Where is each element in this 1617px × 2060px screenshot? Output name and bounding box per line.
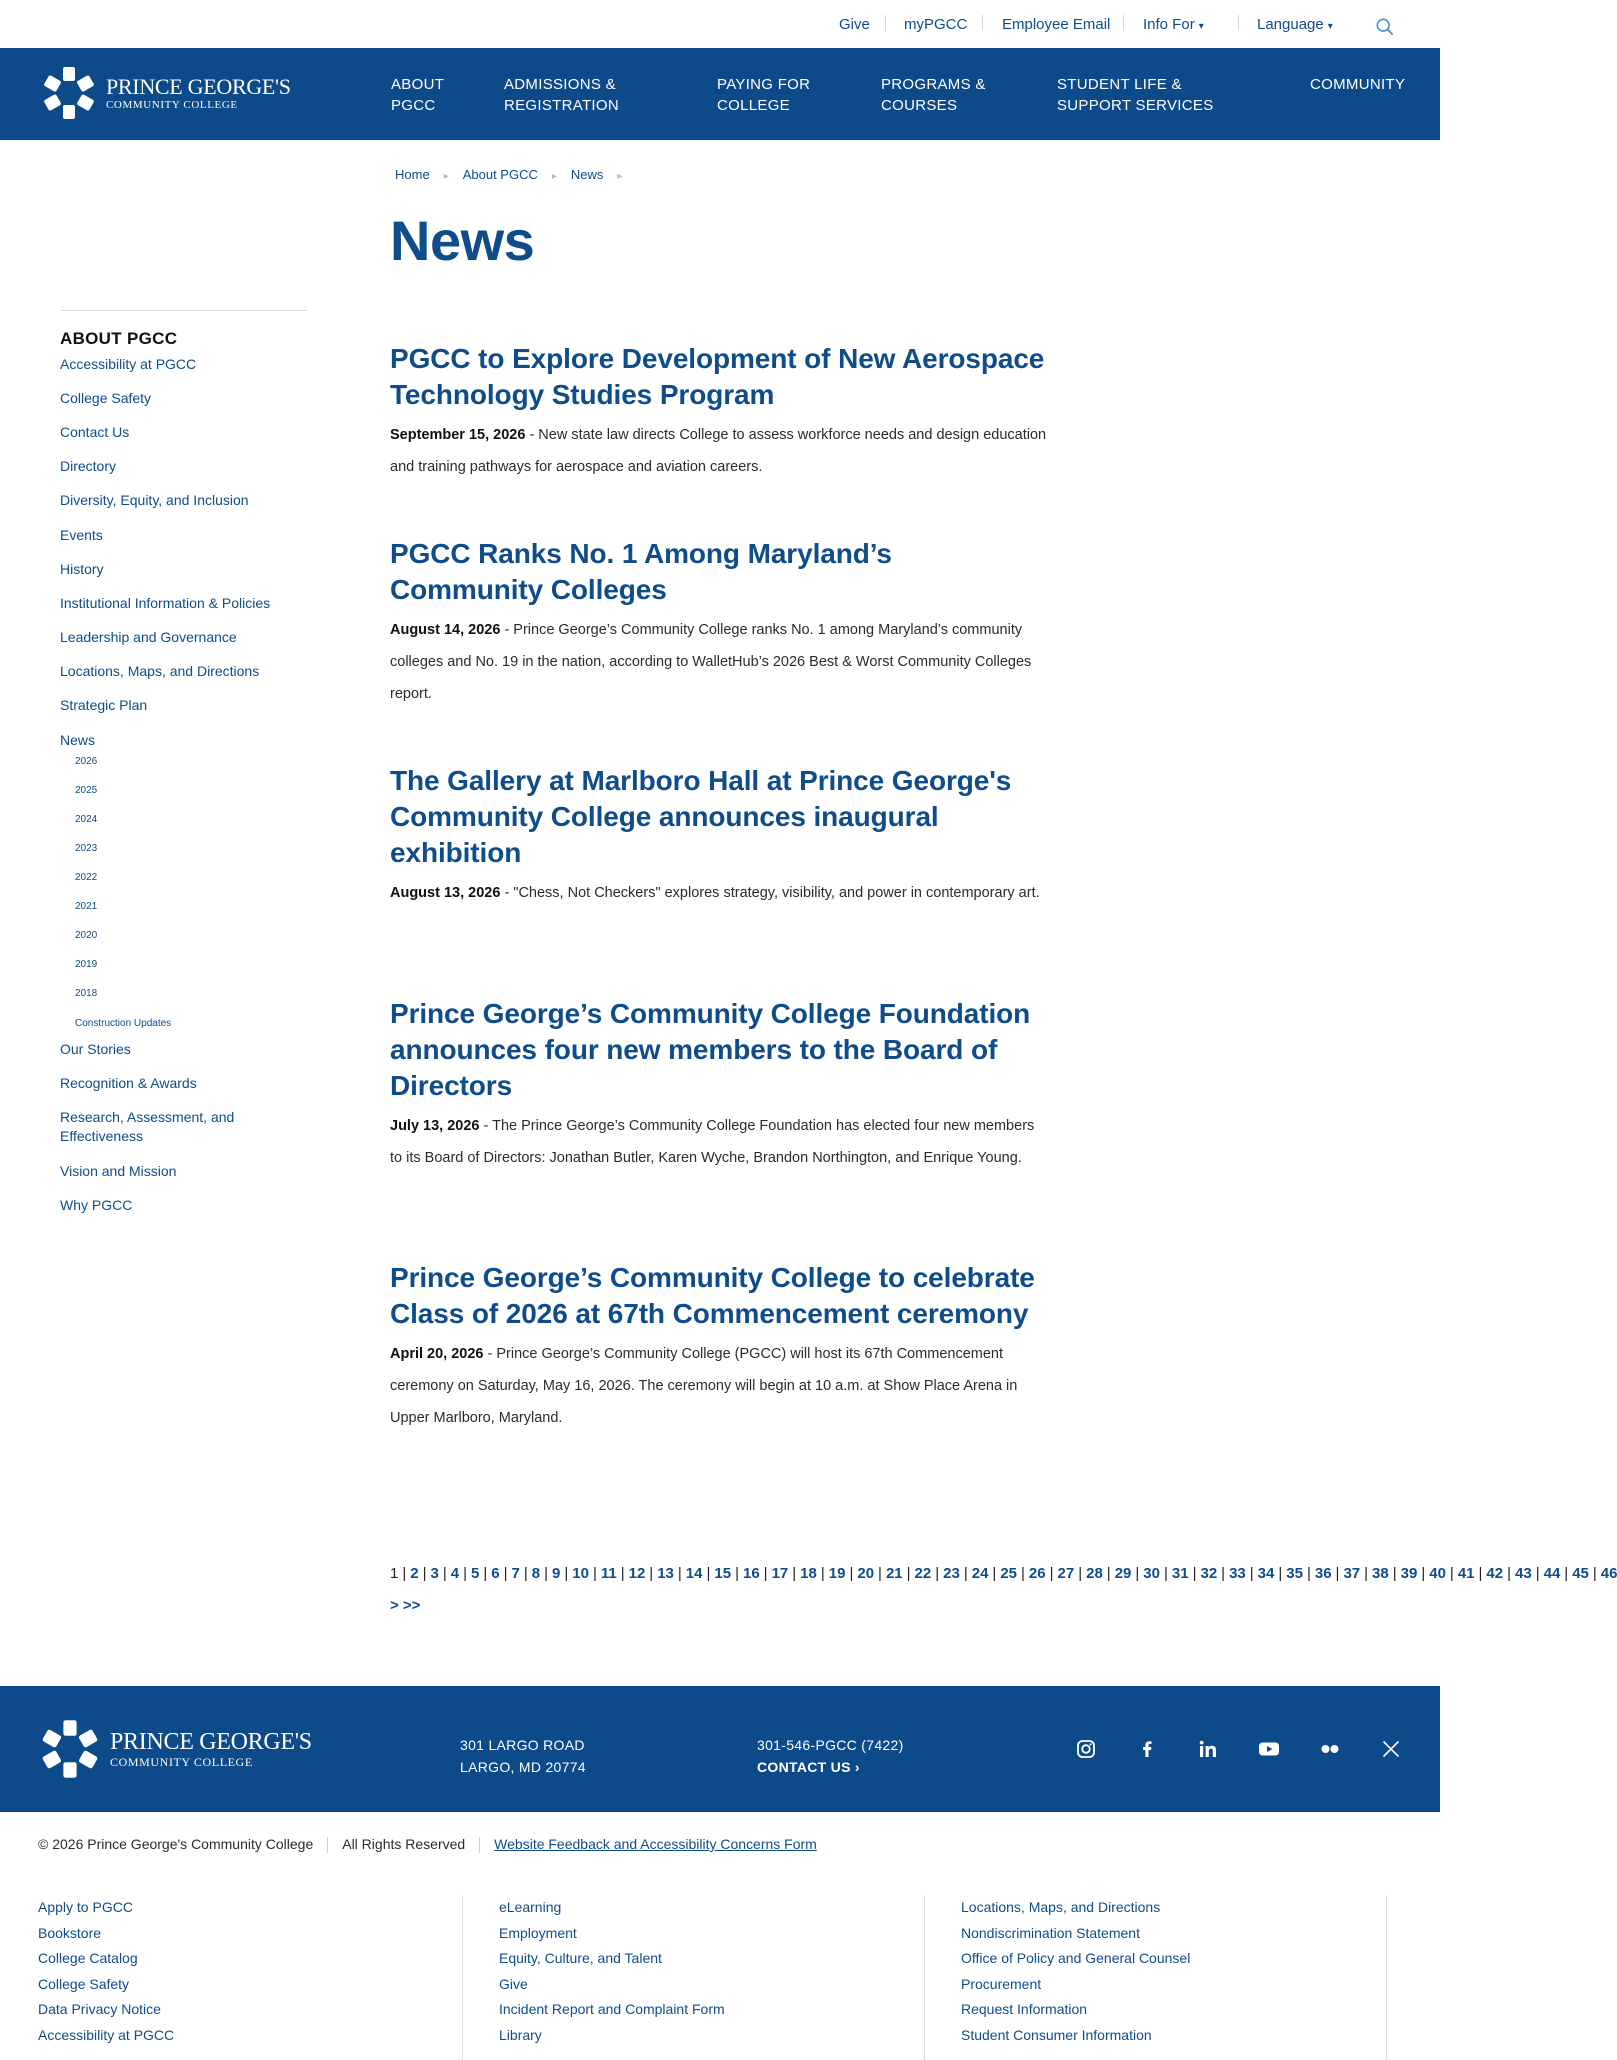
utility-give-link[interactable]: Give	[839, 16, 870, 33]
page-link[interactable]: 13	[657, 1565, 674, 1582]
footer-logo[interactable]	[38, 1717, 312, 1781]
linkedin-icon[interactable]	[1195, 1736, 1221, 1762]
footer-link-accessibility[interactable]: Accessibility at PGCC	[38, 2026, 175, 2043]
page-link[interactable]: 4	[450, 1565, 460, 1582]
page-separator: |	[523, 1565, 528, 1582]
rights-text: All Rights Reserved	[342, 1836, 466, 1852]
footer-link-give[interactable]: Give	[499, 1975, 528, 1992]
page-link[interactable]: 21	[885, 1565, 903, 1582]
page-separator: |	[906, 1565, 911, 1582]
legal-divider	[327, 1837, 328, 1853]
breadcrumb-home[interactable]: Home	[395, 167, 430, 182]
page-separator: |	[1278, 1565, 1283, 1582]
page-separator: |	[1592, 1565, 1597, 1582]
utility-info-for-dropdown[interactable]	[1143, 16, 1204, 33]
sidebar-item-vision[interactable]: Vision and Mission	[60, 1163, 177, 1179]
page-link[interactable]: 29	[1114, 1565, 1132, 1582]
article-title-link[interactable]: The Gallery at Marlboro Hall at Prince George's Community College announces inaugural exhibition	[390, 765, 1012, 868]
page-separator: |	[1163, 1565, 1168, 1582]
page-link[interactable]: 27	[1057, 1565, 1075, 1582]
sidebar-item-leadership[interactable]: Leadership and Governance	[60, 629, 237, 645]
utility-mypgcc-link[interactable]: myPGCC	[904, 16, 968, 33]
footer-link-equity[interactable]: Equity, Culture, and Talent	[499, 1950, 662, 1966]
page-separator: |	[463, 1565, 467, 1582]
page-separator: |	[820, 1565, 825, 1582]
facebook-icon[interactable]	[1134, 1736, 1160, 1762]
page-separator: |	[1306, 1565, 1311, 1582]
page-separator: |	[735, 1565, 739, 1582]
page-separator: |	[1564, 1565, 1569, 1582]
college-seal-icon	[38, 1717, 102, 1781]
sidebar-item-institutional-info[interactable]: Institutional Information & Policies	[60, 595, 271, 611]
footer-column-divider	[924, 1895, 925, 2060]
footer-column-divider	[462, 1895, 463, 2060]
sidebar-subitem-2019[interactable]: 2019	[75, 959, 98, 970]
chevron-right-icon: ▸	[617, 171, 623, 182]
page-link[interactable]: 16	[742, 1565, 760, 1582]
chevron-down-icon: ▾	[1327, 21, 1333, 32]
page-separator: |	[1392, 1565, 1397, 1582]
page-link[interactable]: 41	[1457, 1565, 1475, 1582]
logo-line-2: COMMUNITY COLLEGE	[106, 98, 238, 111]
page-separator: |	[1478, 1565, 1483, 1582]
sidebar-subitem-2026[interactable]: 2026	[75, 756, 98, 767]
sidebar-item-diversity[interactable]: Diversity, Equity, and Inclusion	[60, 492, 249, 508]
page-link[interactable]: 7	[511, 1565, 520, 1582]
article-date: July 13, 2026	[390, 1118, 480, 1134]
page-separator: |	[1335, 1565, 1340, 1582]
page-link[interactable]: 37	[1343, 1565, 1361, 1582]
article-summary	[390, 877, 1050, 909]
news-article	[390, 1260, 1050, 1434]
article-text: - New state law directs College to assess workforce needs and design education and training pathways for aerospace and aviation careers.	[390, 427, 1047, 475]
page-link[interactable]: 36	[1314, 1565, 1332, 1582]
info-for-label: Info For	[1143, 16, 1195, 33]
footer-address	[460, 1734, 586, 1778]
footer-band	[0, 1686, 1440, 1812]
chevron-down-icon: ▾	[1198, 21, 1204, 32]
footer-legal	[38, 1836, 817, 1853]
logo-line-1: PRINCE GEORGE'S	[110, 1729, 312, 1755]
footer-link-request-info[interactable]: Request Information	[961, 2001, 1088, 2017]
nav-paying-for-college[interactable]: PAYING FOR COLLEGE	[717, 76, 811, 114]
logo-line-2: COMMUNITY COLLEGE	[110, 1755, 253, 1769]
utility-divider	[1123, 15, 1124, 31]
logo-wordmark	[110, 1730, 312, 1768]
footer-link-catalog[interactable]: College Catalog	[38, 1950, 138, 1966]
page-link[interactable]: 42	[1486, 1565, 1504, 1582]
article-text: - Prince George’s Community College (PGCC) will host its 67th Commencement ceremony on Saturday, May 16, 2026. The ceremony will begin at 10 a.m. at Show Place Arena in Upper Marlboro, Maryland.	[390, 1346, 1018, 1426]
footer-column-2	[499, 1895, 725, 2048]
legal-divider	[479, 1837, 480, 1853]
page-link[interactable]: 23	[943, 1565, 960, 1582]
nav-programs-courses[interactable]: PROGRAMS & COURSES	[881, 76, 986, 114]
page-separator: |	[992, 1565, 997, 1582]
page-separator: |	[1192, 1565, 1197, 1582]
page-separator: |	[1249, 1565, 1254, 1582]
search-icon[interactable]	[1376, 18, 1394, 36]
page-link[interactable]: 17	[771, 1565, 789, 1582]
breadcrumb	[395, 167, 636, 182]
college-logo[interactable]	[40, 64, 291, 122]
footer-link-safety[interactable]: College Safety	[38, 1975, 130, 1992]
sidebar	[60, 310, 310, 1213]
logo-wordmark	[106, 73, 291, 111]
sidebar-item-our-stories[interactable]: Our Stories	[60, 1041, 131, 1057]
footer-contact	[757, 1734, 904, 1778]
page-link[interactable]: 2	[410, 1565, 419, 1582]
page-separator: |	[620, 1565, 625, 1582]
utility-language-dropdown[interactable]	[1257, 16, 1333, 33]
sidebar-item-news[interactable]: News	[60, 732, 96, 748]
page-separator: |	[1049, 1565, 1054, 1582]
sidebar-item-accessibility[interactable]: Accessibility at PGCC	[60, 356, 197, 372]
sidebar-subitem-construction-updates[interactable]: Construction Updates	[75, 1018, 172, 1029]
sidebar-item-locations[interactable]: Locations, Maps, and Directions	[60, 663, 260, 679]
logo-line-1: PRINCE GEORGE'S	[106, 73, 291, 99]
sidebar-item-strategic-plan[interactable]: Strategic Plan	[60, 697, 148, 713]
page-separator: |	[849, 1565, 854, 1582]
article-summary	[390, 614, 1050, 710]
footer-link-privacy[interactable]: Data Privacy Notice	[38, 2001, 161, 2017]
page-separator: |	[1135, 1565, 1140, 1582]
footer-link-bookstore[interactable]: Bookstore	[38, 1924, 102, 1941]
page-link[interactable]: 31	[1171, 1565, 1189, 1582]
footer-link-procurement[interactable]: Procurement	[961, 1975, 1042, 1992]
footer-link-nondiscrimination[interactable]: Nondiscrimination Statement	[961, 1924, 1140, 1941]
page-separator: |	[1421, 1565, 1426, 1582]
page-separator: |	[1449, 1565, 1454, 1582]
article-date: September 15, 2026	[390, 427, 526, 443]
page-link[interactable]: 43	[1515, 1565, 1532, 1582]
sidebar-subitem-2020[interactable]: 2020	[75, 930, 98, 941]
page-separator: |	[1021, 1565, 1025, 1582]
page-separator: |	[963, 1565, 968, 1582]
footer-link-employment[interactable]: Employment	[499, 1924, 577, 1941]
article-text: - "Chess, Not Checkers" explores strategy, visibility, and power in contemporary art.	[500, 885, 1040, 901]
nav-admissions-registration[interactable]: ADMISSIONS & REGISTRATION	[504, 76, 619, 114]
sidebar-item-contact-us[interactable]: Contact Us	[60, 424, 130, 440]
chevron-right-icon: ▸	[443, 171, 449, 182]
page-separator: |	[422, 1565, 427, 1582]
page-link[interactable]: 40	[1429, 1565, 1446, 1582]
article-title-link[interactable]: Prince George’s Community College Foundation announces four new members to the Board of Directors	[390, 998, 1031, 1101]
sidebar-item-research[interactable]: Research, Assessment, and Effectiveness	[60, 1109, 235, 1144]
sidebar-item-history[interactable]: History	[60, 561, 104, 577]
news-article	[390, 341, 1050, 483]
footer-column-3	[961, 1895, 1190, 2048]
sidebar-subitem-2025[interactable]: 2025	[75, 785, 98, 796]
page-link[interactable]: 28	[1086, 1565, 1103, 1582]
breadcrumb-news[interactable]: News	[570, 167, 604, 182]
x-icon[interactable]	[1378, 1736, 1404, 1762]
page-link[interactable]: 12	[628, 1565, 646, 1582]
article-date: August 13, 2026	[390, 885, 501, 901]
footer-link-elearning[interactable]: eLearning	[499, 1899, 562, 1915]
page-separator: |	[1221, 1565, 1226, 1582]
address-line-1: 301 LARGO ROAD	[460, 1737, 585, 1753]
footer-link-consumer-info[interactable]: Student Consumer Information	[961, 2026, 1152, 2043]
nav-about-pgcc[interactable]: ABOUT PGCC	[391, 76, 444, 114]
nav-community[interactable]: COMMUNITY	[1310, 76, 1406, 93]
page-link[interactable]: 33	[1229, 1565, 1246, 1582]
utility-divider	[982, 15, 983, 31]
sidebar-item-directory[interactable]: Directory	[60, 458, 117, 474]
page-link[interactable]: 34	[1257, 1565, 1275, 1582]
utility-divider	[1238, 15, 1239, 31]
page-link[interactable]: 9	[552, 1565, 561, 1582]
page-separator: |	[1507, 1565, 1512, 1582]
pagination	[390, 1558, 1617, 1622]
page-link[interactable]: 39	[1400, 1565, 1418, 1582]
page-link[interactable]: 32	[1200, 1565, 1218, 1582]
sidebar-divider	[60, 310, 308, 311]
sidebar-subitem-2024[interactable]: 2024	[75, 814, 98, 825]
page-link[interactable]: 15	[714, 1565, 732, 1582]
page-link[interactable]: 46	[1600, 1565, 1617, 1582]
page-link[interactable]: 22	[914, 1565, 932, 1582]
footer-link-policy-counsel[interactable]: Office of Policy and General Counsel	[961, 1950, 1191, 1966]
page-link[interactable]: 30	[1143, 1565, 1160, 1582]
page-separator: |	[649, 1565, 654, 1582]
news-article	[390, 996, 1050, 1174]
page-separator: |	[544, 1565, 548, 1582]
news-article	[390, 763, 1050, 909]
flickr-icon[interactable]	[1317, 1736, 1343, 1762]
page-separator: |	[763, 1565, 768, 1582]
page-separator: |	[1106, 1565, 1111, 1582]
page-link[interactable]: 18	[800, 1565, 817, 1582]
page-separator: |	[442, 1565, 447, 1582]
feedback-form-link[interactable]	[494, 1836, 817, 1852]
article-text: - The Prince George’s Community College Foundation has elected four new members to its Board of Directors: Jonathan Butler, Karen Wyche, Brandon Northington, and Enrique Young.	[390, 1118, 1035, 1166]
page-separator: |	[1364, 1565, 1369, 1582]
utility-bar	[0, 0, 1440, 48]
sidebar-subitem-2022[interactable]: 2022	[75, 872, 98, 883]
sidebar-subitem-2023[interactable]: 2023	[75, 843, 98, 854]
page-separator: |	[792, 1565, 797, 1582]
page-link[interactable]: 3	[430, 1565, 439, 1582]
college-seal-icon	[40, 64, 98, 122]
news-article	[390, 536, 1050, 710]
sidebar-heading: ABOUT PGCC	[60, 329, 178, 348]
page-link[interactable]: 45	[1572, 1565, 1589, 1582]
page-separator: |	[677, 1565, 682, 1582]
utility-divider	[885, 15, 886, 31]
article-date: August 14, 2026	[390, 622, 501, 638]
article-date: April 20, 2026	[390, 1346, 484, 1362]
sidebar-item-why-pgcc[interactable]: Why PGCC	[60, 1197, 133, 1213]
phone-link[interactable]: 301-546-PGCC (7422)	[757, 1737, 904, 1753]
page-link[interactable]: 5	[471, 1565, 480, 1582]
page-link[interactable]: 11	[600, 1565, 617, 1582]
sidebar-subitem-2018[interactable]: 2018	[75, 988, 98, 999]
page-separator: |	[592, 1565, 597, 1582]
language-label: Language	[1257, 16, 1324, 33]
address-line-2: LARGO, MD 20774	[460, 1759, 586, 1775]
page-separator: |	[1535, 1565, 1540, 1582]
page-separator: |	[935, 1565, 940, 1582]
page-link[interactable]: 25	[1000, 1565, 1018, 1582]
article-summary	[390, 1110, 1050, 1174]
contact-us-link[interactable]: CONTACT US ›	[757, 1759, 860, 1775]
page-separator: |	[706, 1565, 711, 1582]
page-separator: |	[402, 1565, 407, 1582]
footer-column-1	[38, 1895, 174, 2048]
sidebar-item-recognition[interactable]: Recognition & Awards	[60, 1075, 197, 1091]
instagram-icon[interactable]	[1073, 1736, 1099, 1762]
page-separator: |	[878, 1565, 882, 1582]
page-link[interactable]: 10	[572, 1565, 589, 1582]
article-title-link[interactable]: PGCC Ranks No. 1 Among Maryland’s Community Colleges	[390, 538, 892, 605]
sidebar-item-events[interactable]: Events	[60, 527, 103, 543]
nav-student-life-support[interactable]: STUDENT LIFE & SUPPORT SERVICES	[1057, 76, 1214, 114]
footer-link-locations[interactable]: Locations, Maps, and Directions	[961, 1899, 1161, 1915]
page-link[interactable]: 24	[971, 1565, 989, 1582]
page-link[interactable]: 38	[1372, 1565, 1389, 1582]
sidebar-subitem-2021[interactable]: 2021	[75, 901, 98, 912]
article-summary	[390, 1338, 1050, 1434]
page-title: News	[390, 209, 535, 272]
page-separator: |	[564, 1565, 569, 1582]
utility-employee-email-link[interactable]: Employee Email	[1002, 16, 1111, 33]
page-link[interactable]: 44	[1543, 1565, 1561, 1582]
sidebar-item-college-safety[interactable]: College Safety	[60, 390, 152, 406]
page-separator: |	[503, 1565, 508, 1582]
page-link[interactable]: 20	[857, 1565, 875, 1582]
page-link[interactable]: 35	[1286, 1565, 1303, 1582]
page-link[interactable]: 6	[491, 1565, 500, 1582]
article-title-link[interactable]: Prince George’s Community College to celebrate Class of 2026 at 67th Commencement ceremony	[390, 1262, 1035, 1329]
page-separator: |	[1078, 1565, 1083, 1582]
breadcrumb-about-pgcc[interactable]: About PGCC	[462, 167, 538, 182]
footer-column-divider	[1386, 1895, 1387, 2060]
next-page-link[interactable]: > >>	[390, 1597, 421, 1614]
page-link[interactable]: 19	[828, 1565, 846, 1582]
main-navigation	[0, 48, 1440, 140]
page-link[interactable]: 26	[1028, 1565, 1046, 1582]
youtube-icon[interactable]	[1256, 1736, 1282, 1762]
footer-link-incident-report[interactable]: Incident Report and Complaint Form	[499, 2001, 725, 2017]
copyright-text: © 2026 Prince George's Community College	[38, 1836, 314, 1852]
page-link[interactable]: 14	[685, 1565, 703, 1582]
article-title-link[interactable]: PGCC to Explore Development of New Aerospace Technology Studies Program	[390, 343, 1045, 410]
article-text: - Prince George’s Community College ranks No. 1 among Maryland’s community colleges and No. 19 in the nation, according to WalletHub’s 2026 Best & Worst Community Colleges report.	[390, 622, 1032, 702]
chevron-right-icon: ▸	[551, 171, 557, 182]
footer-link-apply[interactable]: Apply to PGCC	[38, 1899, 133, 1915]
article-summary	[390, 419, 1050, 483]
footer-link-library[interactable]: Library	[499, 2026, 542, 2043]
page-link[interactable]: 8	[531, 1565, 541, 1582]
page-separator: |	[483, 1565, 488, 1582]
page-link: 1	[390, 1565, 399, 1582]
feedback-form-label: Website Feedback and Accessibility Concerns Form	[494, 1836, 817, 1852]
